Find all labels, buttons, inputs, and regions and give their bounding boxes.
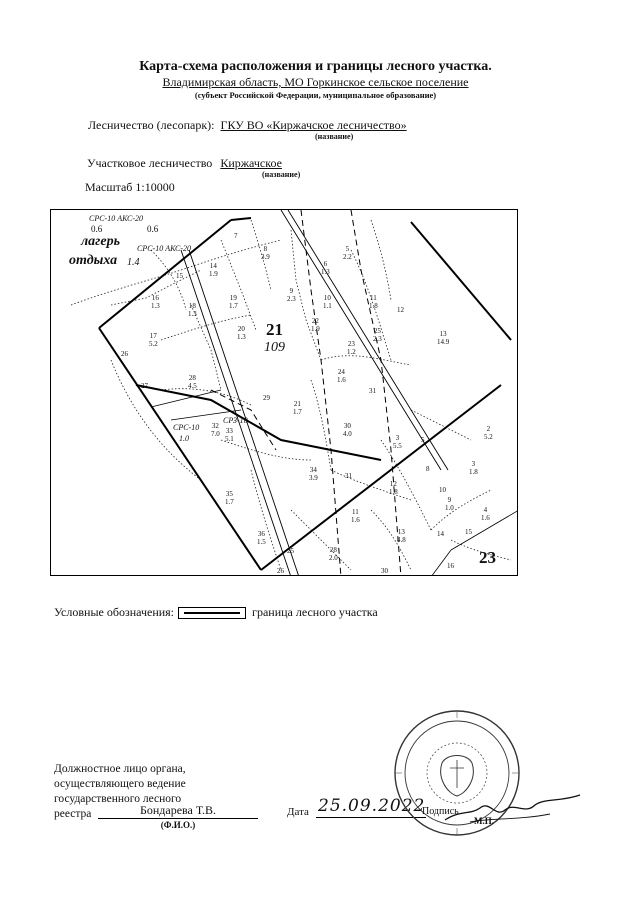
signature bbox=[440, 790, 585, 830]
plot-number: 30 bbox=[343, 422, 351, 430]
plot-number: 9 bbox=[289, 287, 294, 295]
plot-area: 1.3 bbox=[321, 268, 330, 276]
plot-number: 9 bbox=[447, 496, 452, 504]
plot-number: 33 bbox=[225, 427, 233, 435]
plot-label bbox=[225, 490, 234, 506]
plot-label bbox=[369, 294, 378, 310]
official-name-caption: (Ф.И.О.) bbox=[160, 820, 196, 830]
plot-number: 31 bbox=[345, 472, 352, 480]
plot-label bbox=[121, 350, 128, 358]
small-label-2: 1.0 bbox=[179, 434, 189, 443]
plot-label bbox=[321, 260, 330, 276]
plot-label bbox=[397, 528, 406, 544]
plot-number: 16 bbox=[151, 294, 159, 302]
plot-label bbox=[484, 425, 493, 441]
plot-number: 29 bbox=[263, 394, 270, 402]
plot-number: 11 bbox=[352, 508, 359, 516]
plot-area: 1.7 bbox=[225, 498, 234, 506]
plot-number: 27 bbox=[141, 382, 148, 390]
plot-label bbox=[263, 394, 270, 402]
plot-number: 4 bbox=[483, 506, 488, 514]
small-label-1: СРС-10 bbox=[173, 423, 200, 432]
plot-label bbox=[149, 332, 158, 348]
plot-area: 4.8 bbox=[397, 536, 406, 544]
plot-area: 4.0 bbox=[343, 430, 352, 438]
plot-label bbox=[421, 436, 425, 444]
plot-number: 35 bbox=[225, 490, 233, 498]
quarter-area-left: 109 bbox=[264, 340, 285, 355]
plot-label bbox=[397, 306, 404, 314]
document-title: Карта-схема расположения и границы лесного участка. bbox=[139, 59, 492, 74]
plot-label bbox=[393, 434, 402, 450]
plot-number: 10 bbox=[439, 486, 446, 494]
plot-area: 5.5 bbox=[393, 442, 402, 450]
plot-area: 3.9 bbox=[309, 474, 318, 482]
plot-area: 1.3 bbox=[237, 333, 246, 341]
district-row bbox=[87, 156, 282, 171]
plot-boundaries bbox=[71, 220, 511, 570]
top-label-3: 0.6 bbox=[147, 224, 159, 234]
plot-label bbox=[257, 530, 266, 546]
plot-number: 25 bbox=[373, 327, 381, 335]
plot-label bbox=[277, 567, 284, 575]
plot-number: 8 bbox=[426, 465, 430, 473]
road-lines bbox=[181, 210, 448, 576]
plot-number: 28 bbox=[329, 546, 337, 554]
plot-label bbox=[141, 382, 148, 390]
plot-label bbox=[229, 294, 238, 310]
plot-number: 34 bbox=[309, 466, 317, 474]
plot-area: 1.8 bbox=[389, 488, 398, 496]
plot-number: 7 bbox=[234, 232, 238, 240]
legend-text: граница лесного участка bbox=[252, 605, 378, 619]
date-label: Дата bbox=[287, 806, 309, 818]
plot-label bbox=[345, 472, 352, 480]
plot-label bbox=[329, 546, 338, 562]
plot-number: 36 bbox=[257, 530, 265, 538]
forestry-caption: (название) bbox=[315, 132, 354, 141]
plot-area: 1.3 bbox=[188, 310, 197, 318]
plot-label bbox=[309, 466, 318, 482]
official-name: Бондарева Т.В. bbox=[98, 803, 258, 819]
plot-number: 15 bbox=[176, 272, 183, 280]
plot-number: 15 bbox=[465, 528, 472, 536]
top-label-2: 0.6 bbox=[91, 224, 103, 234]
plot-number: 8 bbox=[263, 245, 268, 253]
plot-label bbox=[151, 294, 160, 310]
plot-label bbox=[311, 317, 320, 333]
forestry-value: ГКУ ВО «Киржачское лесничество» bbox=[220, 118, 407, 132]
plot-number: 26 bbox=[121, 350, 128, 358]
plot-number: 5 bbox=[421, 436, 425, 444]
plot-number: 3 bbox=[471, 460, 476, 468]
legend bbox=[54, 605, 378, 620]
plot-number: 11 bbox=[370, 294, 377, 302]
plot-label bbox=[209, 262, 218, 278]
plot-number: 6 bbox=[323, 260, 328, 268]
official-line-2: осуществляющего ведение bbox=[54, 778, 186, 790]
date-value: 25.09.2022 bbox=[318, 796, 426, 816]
region-value: Владимирская область, МО Горкинское сельское поселение bbox=[162, 75, 469, 89]
plot-label bbox=[369, 387, 376, 395]
plot-area: 5.1 bbox=[225, 435, 234, 443]
plot-area: 1.6 bbox=[351, 516, 360, 524]
plot-number: 17 bbox=[149, 332, 157, 340]
plot-number: 12 bbox=[389, 480, 397, 488]
plot-number: 19 bbox=[229, 294, 237, 302]
handwritten-label-2: отдыха bbox=[69, 253, 118, 268]
subject-caption: (субъект Российской Федерации, муниципальное образование) bbox=[194, 90, 437, 100]
forestry-label: Лесничество (лесопарк): bbox=[88, 118, 215, 132]
region-line bbox=[0, 75, 631, 90]
plot-label bbox=[426, 465, 430, 473]
plot-area: 1.8 bbox=[369, 302, 378, 310]
plot-area: 5.2 bbox=[149, 340, 158, 348]
quarter-number-right: 23 bbox=[479, 548, 496, 567]
plot-area: 1.9 bbox=[311, 325, 320, 333]
plot-number: 2 bbox=[486, 425, 491, 433]
plot-number: 5 bbox=[345, 245, 350, 253]
plot-area: 1.3 bbox=[151, 302, 160, 310]
top-label-4: СРС-10 АКС-20 bbox=[137, 244, 192, 253]
plot-number: 30 bbox=[381, 567, 388, 575]
plot-number: 32 bbox=[211, 422, 219, 430]
forest-map bbox=[50, 209, 518, 576]
plot-area: 1.7 bbox=[293, 408, 302, 416]
plot-area: 1.5 bbox=[257, 538, 266, 546]
plot-area: 4.5 bbox=[188, 382, 197, 390]
map-scale: Масштаб 1:10000 bbox=[85, 180, 175, 194]
plot-area: 2.3 bbox=[287, 295, 296, 303]
plot-label bbox=[211, 422, 220, 438]
district-caption: (название) bbox=[262, 170, 301, 179]
plot-area: 14.9 bbox=[437, 338, 450, 346]
plot-area: 3.9 bbox=[261, 253, 270, 261]
plot-number: 25 bbox=[287, 547, 294, 555]
plot-label bbox=[337, 368, 346, 384]
plot-area: 1.6 bbox=[481, 514, 490, 522]
plot-label bbox=[261, 245, 270, 261]
plot-label bbox=[287, 287, 296, 303]
plot-number: 13 bbox=[439, 330, 447, 338]
plot-area: 7.0 bbox=[211, 430, 220, 438]
handwritten-label-1: лагерь bbox=[81, 234, 120, 249]
legend-boundary-symbol bbox=[178, 607, 246, 619]
stamp-label: М.П. bbox=[474, 816, 494, 826]
plot-number: 26 bbox=[277, 567, 284, 575]
plot-area: 1.0 bbox=[445, 504, 454, 512]
map-drawing bbox=[51, 210, 518, 576]
plot-label bbox=[437, 330, 449, 346]
plot-number: 28 bbox=[188, 374, 196, 382]
plot-area: 5.2 bbox=[484, 433, 493, 441]
official-line-3: государственного лесного bbox=[54, 793, 182, 805]
plot-label bbox=[437, 530, 444, 538]
plot-label bbox=[381, 567, 388, 575]
plot-number: 16 bbox=[447, 562, 454, 570]
plot-number: 14 bbox=[209, 262, 217, 270]
plot-area: 1.1 bbox=[323, 302, 332, 310]
plot-label bbox=[469, 460, 478, 476]
plot-label bbox=[188, 302, 197, 318]
quarter-number-left: 21 bbox=[266, 320, 283, 339]
plot-label bbox=[439, 486, 446, 494]
plot-number: 31 bbox=[369, 387, 376, 395]
plot-area: 2.3 bbox=[373, 335, 382, 343]
plot-number: 14 bbox=[437, 530, 444, 538]
plot-area: 1.9 bbox=[209, 270, 218, 278]
legend-label: Условные обозначения: bbox=[54, 605, 175, 619]
plot-label bbox=[188, 374, 197, 390]
plot-area: 1.6 bbox=[337, 376, 346, 384]
top-label-1: СРС-10 АКС-20 bbox=[89, 214, 144, 223]
plot-number: 22 bbox=[311, 317, 319, 325]
plot-area: 1.2 bbox=[347, 348, 356, 356]
plot-number: 10 bbox=[323, 294, 331, 302]
plot-number: 21 bbox=[293, 400, 301, 408]
plot-area: 1.7 bbox=[229, 302, 238, 310]
small-label-3: СРЗ-10 bbox=[223, 416, 248, 425]
plot-label bbox=[373, 327, 382, 343]
plot-number: 3 bbox=[395, 434, 400, 442]
plot-label bbox=[176, 272, 183, 280]
plot-label bbox=[225, 427, 234, 443]
plot-label bbox=[351, 508, 360, 524]
plot-label bbox=[447, 562, 454, 570]
parcel-boundary bbox=[99, 218, 511, 570]
handwritten-area: 1.4 bbox=[127, 257, 140, 268]
plot-number: 18 bbox=[188, 302, 196, 310]
plot-area: 2.2 bbox=[343, 253, 352, 261]
plot-number: 24 bbox=[337, 368, 345, 376]
official-line-4: реестра bbox=[54, 808, 92, 820]
plot-label bbox=[343, 422, 352, 438]
district-label: Участковое лесничество bbox=[87, 156, 213, 170]
official-line-1: Должностное лицо органа, bbox=[54, 763, 186, 775]
plot-label bbox=[465, 528, 472, 536]
plot-label bbox=[347, 340, 356, 356]
signature-label: Подпись bbox=[422, 806, 459, 817]
plot-label bbox=[343, 245, 352, 261]
plot-area: 2.0 bbox=[329, 554, 338, 562]
plot-label bbox=[323, 294, 332, 310]
plot-label bbox=[445, 496, 454, 512]
plot-number: 12 bbox=[397, 306, 404, 314]
plot-label bbox=[389, 480, 398, 496]
plot-label bbox=[293, 400, 302, 416]
forestry-row bbox=[88, 118, 407, 133]
district-value: Киржачское bbox=[220, 156, 282, 170]
plot-label bbox=[234, 232, 238, 240]
plot-label bbox=[481, 506, 490, 522]
plot-label bbox=[237, 325, 246, 341]
plot-area: 1.8 bbox=[469, 468, 478, 476]
plot-number: 23 bbox=[347, 340, 355, 348]
plot-label bbox=[287, 547, 294, 555]
plot-number: 20 bbox=[237, 325, 245, 333]
plot-number: 13 bbox=[397, 528, 405, 536]
